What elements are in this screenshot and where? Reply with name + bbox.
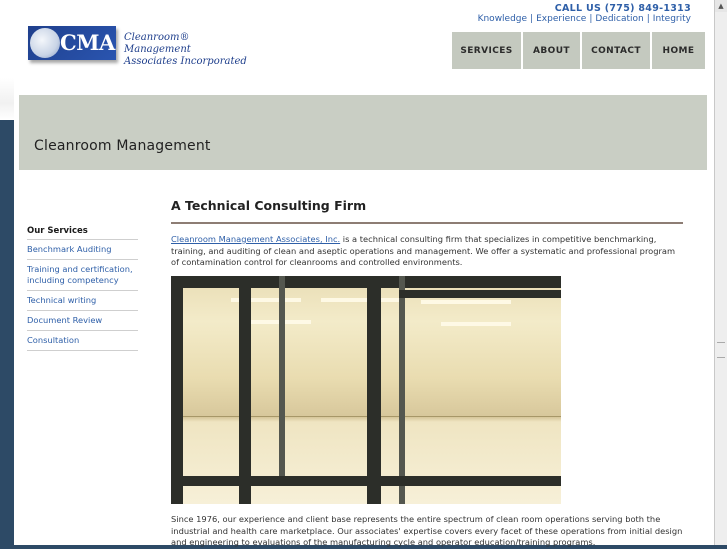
title-rule [171,222,683,224]
window-sill [183,476,561,486]
ceiling-light [321,298,401,302]
ceiling-light [421,300,511,304]
logo-wordmark [124,32,258,68]
value-knowledge: Knowledge [477,14,528,24]
logo-line-2: Associates Incorporated [124,56,247,67]
globe-icon [30,28,60,58]
intro-text: is a technical consulting firm that specializes in competitive benchmarking, training, and auditing of clean and aseptic operations and management. We offer a systematic and professional program of contamination control for cleanrooms and controlled environments. [171,234,676,267]
separator: | [589,14,593,24]
logo-letters: CMA [60,30,115,55]
main-nav [452,32,705,69]
services-sidebar [27,226,138,351]
left-band [0,120,14,545]
nav-contact[interactable]: CONTACT [582,32,650,69]
phone-number: CALL US (775) 849-1313 [554,3,691,14]
window-mullion [399,276,405,504]
company-logo[interactable] [28,26,258,67]
logo-line-1: Cleanroom® Management [124,32,191,55]
page-title: A Technical Consulting Firm [171,198,367,213]
sidebar-item-consultation[interactable]: Consultation [27,331,138,351]
cleanroom-photo [171,276,561,504]
body-paragraph: Since 1976, our experience and client base represents the entire spectrum of clean room operations serving both the industrial and health care marketplace. Our associates' expertise covers every facet of these operations from initial design and engineering to evaluations of the manufacturing cycle and operator education/training programs. [171,514,683,547]
ceiling-light [441,322,511,326]
nav-services[interactable]: SERVICES [452,32,521,69]
nav-home[interactable]: HOME [652,32,705,69]
wall-base-line [171,416,561,417]
main-content [171,198,683,547]
window-mullion [279,276,285,476]
window-frame-left [171,276,183,504]
sidebar-item-document-review[interactable]: Document Review [27,311,138,331]
value-integrity: Integrity [652,14,691,24]
hero-banner [19,95,707,170]
value-dedication: Dedication [595,14,644,24]
scrollbar[interactable] [714,12,727,545]
logo-badge [28,26,116,60]
value-experience: Experience [536,14,587,24]
sidebar-item-technical-writing[interactable]: Technical writing [27,291,138,311]
window-mullion [239,276,251,504]
scroll-up-arrow[interactable]: ▲ [714,0,727,12]
window-transom [399,290,561,298]
sidebar-item-benchmark-auditing[interactable]: Benchmark Auditing [27,240,138,260]
company-link[interactable]: Cleanroom Management Associates, Inc. [171,234,341,244]
intro-paragraph [171,234,683,269]
room-interior [171,276,561,504]
separator: | [646,14,650,24]
separator: | [530,14,534,24]
values-tagline [478,14,691,24]
sidebar-item-training[interactable]: Training and certification, including competency [27,260,138,291]
window-frame-top [171,276,561,288]
sidebar-heading: Our Services [27,226,138,240]
scrollbar-grip[interactable] [717,342,725,358]
nav-about[interactable]: ABOUT [523,32,580,69]
hero-title: Cleanroom Management [34,138,211,154]
window-mullion [367,276,381,504]
